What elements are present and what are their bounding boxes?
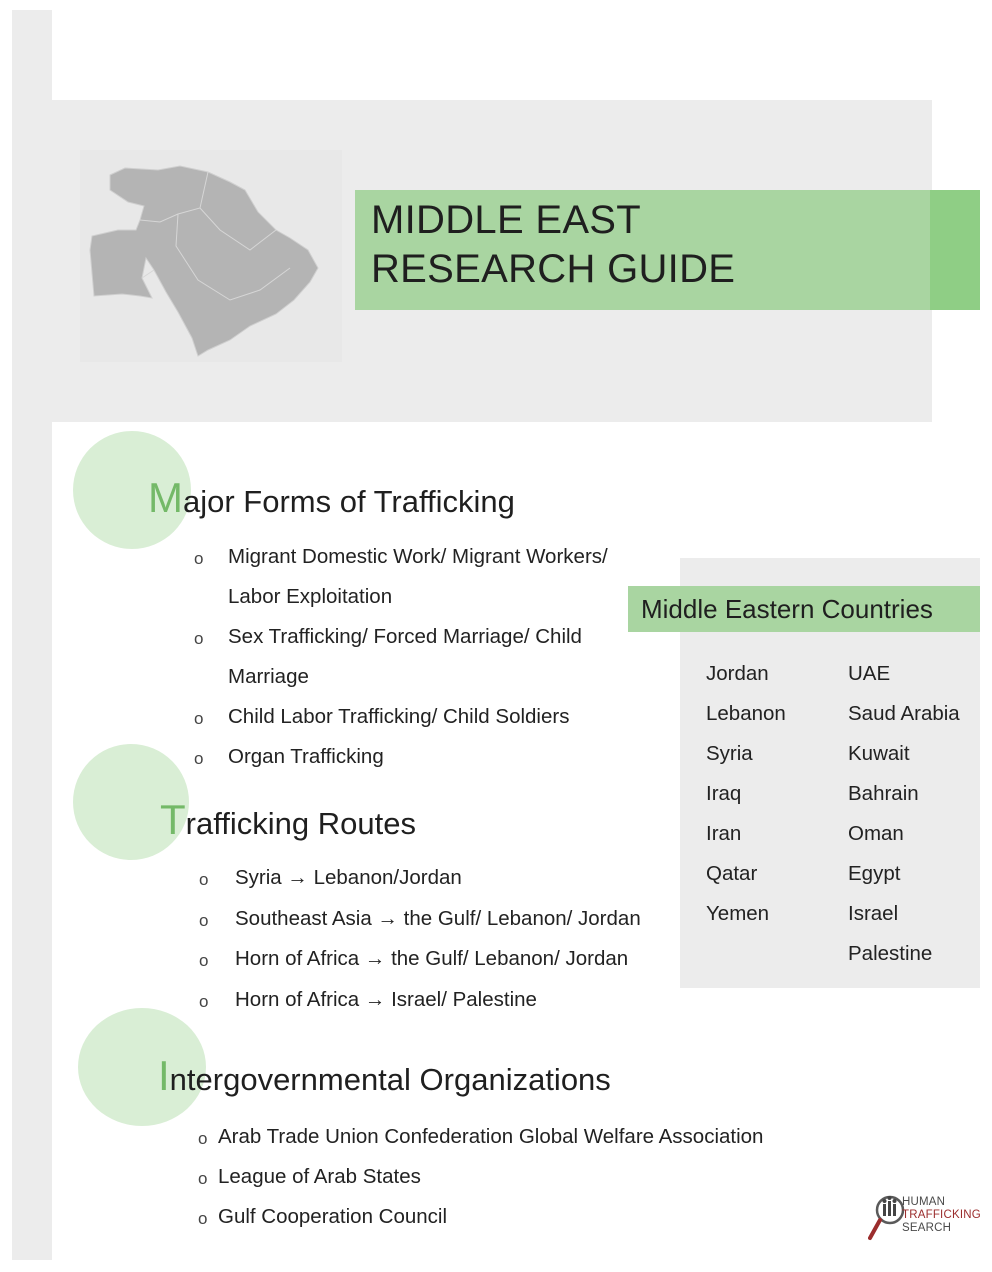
country-item: Saud Arabia: [848, 702, 960, 725]
country-item: Yemen: [706, 902, 770, 925]
country-item: Iraq: [706, 782, 742, 805]
list-item: [194, 537, 648, 617]
section-title-routes: [160, 796, 416, 844]
section-initial: I: [158, 1052, 170, 1099]
country-item: Iran: [706, 822, 742, 845]
bullet-icon: o: [198, 1169, 208, 1188]
list-item: [199, 939, 685, 980]
bullet-icon: o: [199, 991, 209, 1011]
bullet-icon: o: [199, 870, 209, 889]
country-item: Jordan: [706, 662, 769, 685]
list-item-text: Sex Trafficking/ Forced Marriage/ Child Marriage: [228, 625, 582, 688]
list-item-text: Child Labor Trafficking/ Child Soldiers: [228, 705, 570, 728]
list-item-text: Southeast Asia → the Gulf/ Lebanon/ Jordan: [235, 906, 641, 930]
list-item-text: Migrant Domestic Work/ Migrant Workers/ Labor Exploitation: [228, 545, 608, 608]
logo-line-1: HUMAN: [902, 1196, 946, 1208]
country-item: Israel: [848, 902, 899, 925]
section-title-text: ajor Forms of Trafficking: [183, 484, 515, 519]
bullet-icon: o: [198, 1129, 208, 1148]
section-title-organizations: [158, 1052, 611, 1100]
list-item: [194, 697, 648, 737]
country-item: Qatar: [706, 862, 758, 885]
country-item: Oman: [848, 822, 904, 845]
country-item: Egypt: [848, 862, 901, 885]
section-title-text: ntergovernmental Organizations: [169, 1062, 611, 1097]
country-item: Syria: [706, 742, 753, 765]
section-title-text: rafficking Routes: [185, 806, 416, 841]
countries-column-2: [848, 654, 960, 974]
title-line-2: RESEARCH GUIDE: [371, 247, 736, 291]
list-item: [199, 980, 685, 1021]
logo-line-2: TRAFFICKING: [902, 1209, 981, 1221]
country-item: Palestine: [848, 942, 933, 965]
bullet-icon: o: [194, 549, 204, 568]
list-item-text: Organ Trafficking: [228, 745, 384, 768]
bullet-icon: o: [199, 910, 209, 930]
routes-list: [199, 858, 685, 1020]
logo-wordmark: [902, 1196, 981, 1235]
list-item: [199, 858, 685, 899]
list-item-text: Horn of Africa → the Gulf/ Lebanon/ Jordan: [235, 947, 629, 970]
list-item-text: Gulf Cooperation Council: [218, 1205, 448, 1228]
country-item: Kuwait: [848, 742, 910, 765]
list-item-text: League of Arab States: [218, 1165, 421, 1188]
list-item: [198, 1117, 838, 1157]
logo-line-3: SEARCH: [902, 1222, 952, 1234]
list-item: [198, 1197, 838, 1237]
middle-east-map: [80, 150, 342, 362]
major-forms-list: [194, 537, 648, 777]
list-item-text: Horn of Africa → Israel/ Palestine: [235, 987, 537, 1011]
country-item: Lebanon: [706, 702, 786, 725]
list-item-text: Syria → Lebanon/Jordan: [235, 866, 462, 889]
list-item: [194, 617, 648, 697]
bullet-icon: o: [194, 709, 204, 728]
bullet-icon: o: [198, 1209, 208, 1228]
title-line-1: MIDDLE EAST: [371, 198, 642, 242]
section-title-major-forms: [148, 474, 515, 522]
title-banner: [355, 190, 980, 310]
list-item: [199, 899, 685, 940]
section-initial: M: [148, 474, 183, 521]
list-item: [194, 737, 648, 777]
countries-title: Middle Eastern Countries: [628, 586, 980, 632]
list-item: [198, 1157, 838, 1197]
country-item: Bahrain: [848, 782, 919, 805]
bullet-icon: o: [194, 749, 204, 768]
countries-column-1: [706, 654, 786, 934]
bullet-icon: o: [194, 629, 204, 648]
section-initial: T: [160, 796, 186, 843]
middle-east-map-icon: [80, 150, 342, 362]
bullet-icon: o: [199, 951, 209, 970]
organizations-list: [198, 1117, 838, 1237]
country-item: UAE: [848, 662, 891, 685]
human-trafficking-search-logo: [868, 1190, 981, 1246]
list-item-text: Arab Trade Union Confederation Global Welfare Association: [218, 1125, 764, 1148]
